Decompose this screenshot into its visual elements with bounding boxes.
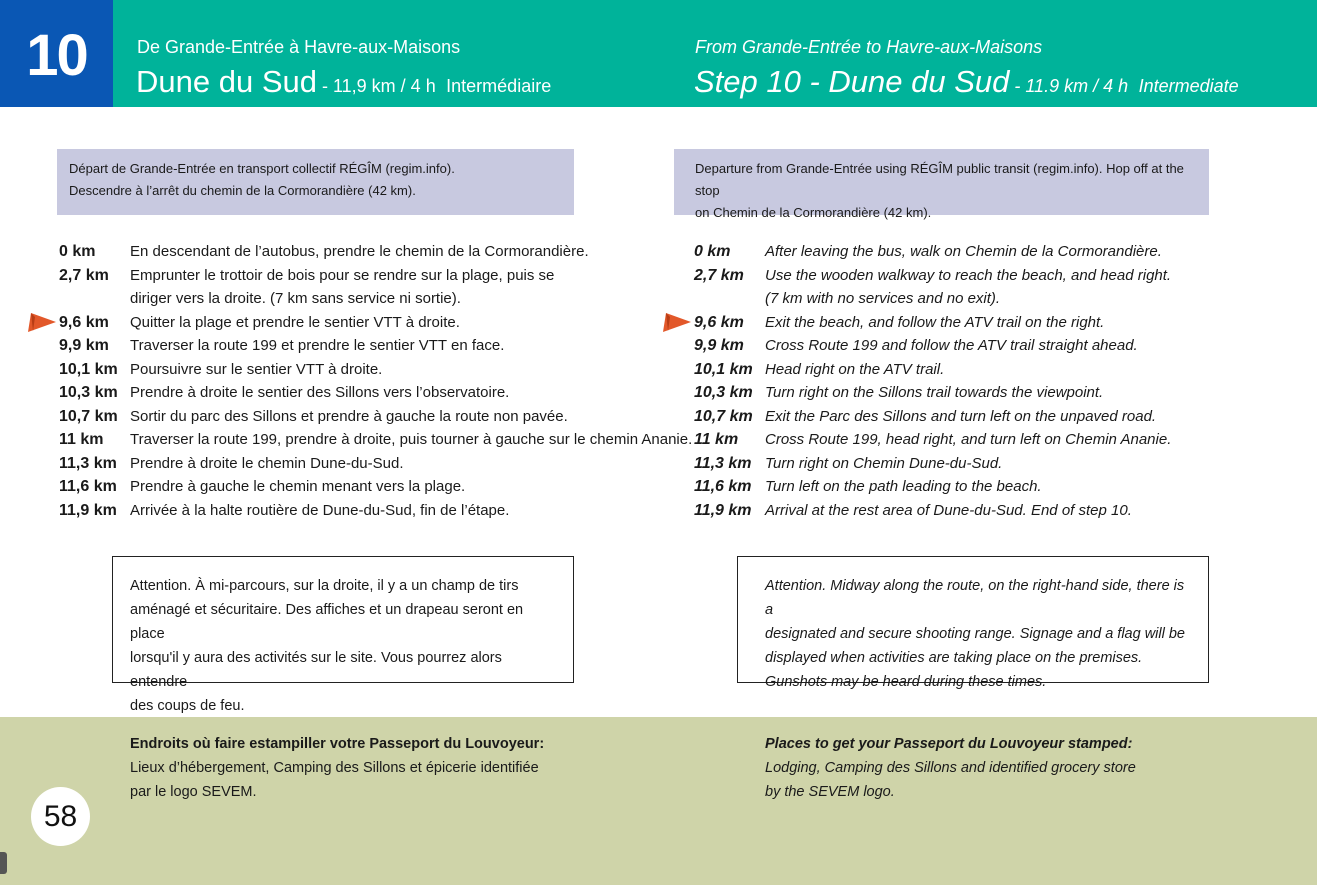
- step-text: Turn left on the path leading to the beach.: [765, 478, 1042, 495]
- step-text: Sortir du parc des Sillons et prendre à gauche la route non pavée.: [130, 407, 568, 425]
- step-row: [59, 287, 669, 311]
- title-en-level: Intermediate: [1138, 76, 1239, 96]
- transit-box-fr: [57, 149, 574, 215]
- step-km: 9,9 km: [694, 337, 744, 354]
- step-km: 10,7 km: [694, 407, 753, 425]
- step-text: diriger vers la droite. (7 km sans service ni sortie).: [130, 290, 461, 307]
- step-km: 10,3 km: [59, 384, 118, 401]
- step-text: Prendre à droite le sentier des Sillons vers l’observatoire.: [130, 384, 510, 401]
- transit-en-line2: on Chemin de la Cormorandière (42 km).: [695, 205, 932, 220]
- subtitle-en: From Grande-Entrée to Havre-aux-Maisons: [695, 37, 1043, 57]
- title-en: [694, 64, 1239, 100]
- step-text: After leaving the bus, walk on Chemin de la Cormorandière.: [765, 243, 1162, 260]
- step-row: [59, 499, 669, 523]
- step-text: Traverser la route 199, prendre à droite, puis tourner à gauche sur le chemin Ananie.: [130, 431, 693, 448]
- step-km: 10,3 km: [694, 384, 753, 401]
- transit-fr-line2: Descendre à l’arrêt du chemin de la Cormorandière (42 km).: [69, 183, 416, 198]
- attention-box-fr: [112, 556, 574, 714]
- transit-box-en: [674, 149, 1209, 220]
- step-number: 10: [26, 23, 87, 88]
- step-text: Emprunter le trottoir de bois pour se rendre sur la plage, puis se: [130, 266, 555, 284]
- step-km: 9,9 km: [59, 337, 109, 354]
- step-km: 2,7 km: [694, 266, 744, 284]
- step-row: [694, 499, 1214, 523]
- step-text: Poursuivre sur le sentier VTT à droite.: [130, 360, 383, 378]
- attention-box-en: [737, 556, 1209, 690]
- attention-en-line: Attention. Midway along the route, on the right-hand side, there is a: [765, 578, 1185, 618]
- steps-list-en: [694, 240, 1214, 522]
- steps-list-fr: [59, 240, 693, 522]
- step-km: 11,9 km: [694, 501, 752, 519]
- step-number-box: [0, 0, 113, 107]
- attention-fr-line: aménagé et sécuritaire. Des affiches et un drapeau seront en place: [130, 602, 524, 642]
- step-km: 11,6 km: [59, 478, 117, 495]
- attention-en-line: displayed when activities are taking place on the premises.: [765, 650, 1143, 666]
- transit-fr-line1: Départ de Grande-Entrée en transport collectif RÉGÎM (regim.info).: [69, 161, 455, 176]
- attention-fr-line: des coups de feu.: [130, 698, 245, 714]
- stamp-fr-line1: Lieux d’hébergement, Camping des Sillons et épicerie identifiée: [130, 760, 539, 776]
- step-row: [694, 405, 1214, 429]
- step-row: [694, 287, 1214, 311]
- step-text: Arrival at the rest area of Dune-du-Sud. End of step 10.: [765, 501, 1132, 519]
- attention-fr-line: lorsqu'il y aura des activités sur le site. Vous pourrez alors entendre: [130, 650, 502, 690]
- step-row: [59, 358, 669, 382]
- step-km: 2,7 km: [59, 266, 109, 284]
- step-row: [59, 405, 669, 429]
- transit-en-line1: Departure from Grande-Entrée using RÉGÎM public transit (regim.info). Hop off at the stop: [695, 161, 1184, 198]
- title-fr-level: Intermédiaire: [446, 76, 552, 96]
- stamp-fr-line2: par le logo SEVEM.: [130, 784, 257, 800]
- title-fr-details: - 11,9 km / 4 h: [316, 76, 436, 96]
- attention-en-line: designated and secure shooting range. Signage and a flag will be: [765, 626, 1185, 642]
- title-en-name: Step 10 - Dune du Sud: [694, 64, 1010, 99]
- title-en-details: - 11.9 km / 4 h: [1009, 76, 1129, 96]
- step-row: [59, 334, 669, 358]
- step-km: 10,7 km: [59, 407, 118, 425]
- step-text: En descendant de l’autobus, prendre le chemin de la Cormorandière.: [130, 243, 589, 260]
- step-text: Prendre à droite le chemin Dune-du-Sud.: [130, 454, 404, 472]
- step-row: [59, 311, 669, 335]
- scroll-handle[interactable]: [0, 852, 7, 874]
- step-row: [59, 452, 669, 476]
- page-number: 58: [31, 787, 90, 846]
- attention-fr-line: Attention. À mi-parcours, sur la droite, il y a un champ de tirs: [130, 578, 519, 594]
- step-row: [694, 240, 1214, 264]
- step-text: Turn right on the Sillons trail towards the viewpoint.: [765, 384, 1104, 401]
- step-row: [59, 428, 693, 452]
- subtitle-fr: De Grande-Entrée à Havre-aux-Maisons: [137, 37, 461, 57]
- step-row: [694, 334, 1214, 358]
- step-row: [59, 240, 669, 264]
- attention-en-line: Gunshots may be heard during these times.: [765, 674, 1047, 690]
- step-km: 10,1 km: [59, 360, 118, 378]
- step-text: Exit the Parc des Sillons and turn left on the unpaved road.: [765, 407, 1157, 425]
- flag-icon: [27, 311, 57, 333]
- step-text: Traverser la route 199 et prendre le sentier VTT en face.: [130, 337, 505, 354]
- step-km: 11,3 km: [694, 454, 752, 472]
- step-km: 10,1 km: [694, 360, 753, 378]
- step-row: [694, 358, 1214, 382]
- step-row: [59, 475, 669, 499]
- step-row: [694, 381, 1214, 405]
- stamp-en-heading: Places to get your Passeport du Louvoyeur stamped:: [765, 736, 1133, 752]
- stamp-en-line1: Lodging, Camping des Sillons and identified grocery store: [765, 760, 1136, 776]
- step-text: Cross Route 199, head right, and turn left on Chemin Ananie.: [765, 431, 1172, 448]
- title-fr: [136, 64, 551, 100]
- flag-icon: [662, 311, 692, 333]
- step-km: 11 km: [694, 431, 739, 448]
- step-row: [59, 381, 669, 405]
- step-row: [59, 264, 669, 288]
- step-row: [694, 428, 1214, 452]
- step-text: Turn right on Chemin Dune-du-Sud.: [765, 454, 1003, 472]
- step-row: [694, 452, 1214, 476]
- stamp-info-en: [765, 732, 1136, 804]
- step-km: 0 km: [694, 243, 731, 260]
- step-km: 11 km: [59, 431, 104, 448]
- step-row: [694, 475, 1214, 499]
- step-text: Head right on the ATV trail.: [765, 360, 945, 378]
- step-text: Use the wooden walkway to reach the beach, and head right.: [765, 266, 1172, 284]
- step-km: 0 km: [59, 243, 96, 260]
- step-text: Prendre à gauche le chemin menant vers la plage.: [130, 478, 466, 495]
- step-text: Cross Route 199 and follow the ATV trail straight ahead.: [765, 337, 1138, 354]
- header-band: [113, 0, 1317, 107]
- step-text: (7 km with no services and no exit).: [765, 290, 1001, 307]
- step-km: 9,6 km: [59, 313, 109, 331]
- stamp-fr-heading: Endroits où faire estampiller votre Passeport du Louvoyeur:: [130, 736, 545, 752]
- step-row: [694, 264, 1214, 288]
- step-km: 11,9 km: [59, 501, 117, 519]
- step-text: Arrivée à la halte routière de Dune-du-Sud, fin de l’étape.: [130, 501, 510, 519]
- step-km: 9,6 km: [694, 313, 744, 331]
- step-text: Quitter la plage et prendre le sentier VTT à droite.: [130, 313, 460, 331]
- step-row: [694, 311, 1214, 335]
- step-km: 11,3 km: [59, 454, 117, 472]
- title-fr-name: Dune du Sud: [136, 64, 317, 99]
- step-km: 11,6 km: [694, 478, 752, 495]
- stamp-en-line2: by the SEVEM logo.: [765, 784, 895, 800]
- stamp-info-fr: [130, 732, 544, 804]
- step-text: Exit the beach, and follow the ATV trail on the right.: [765, 313, 1105, 331]
